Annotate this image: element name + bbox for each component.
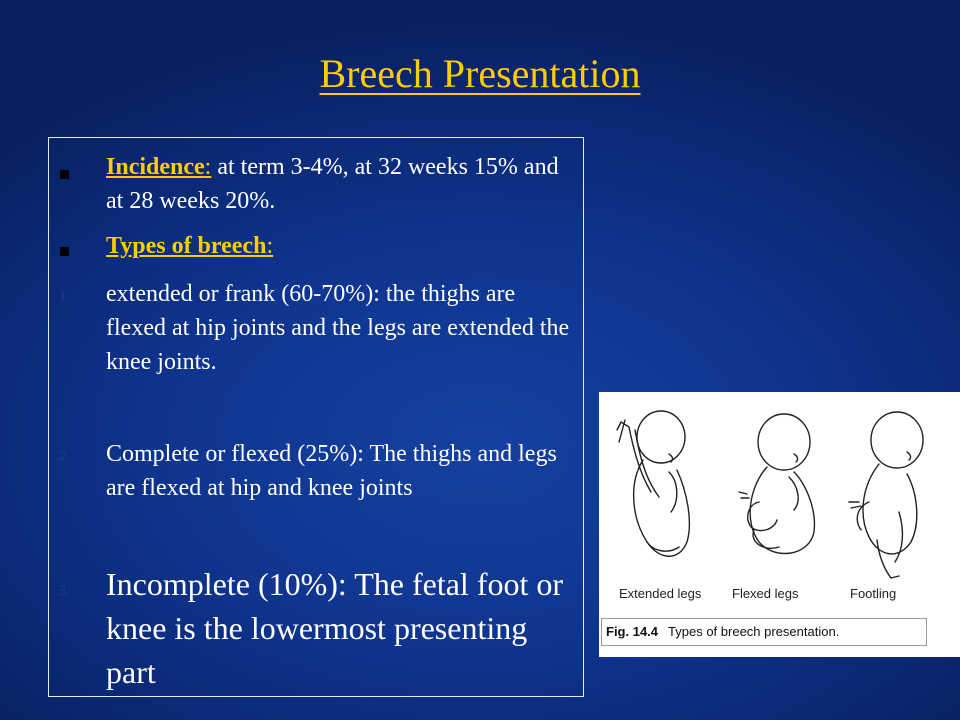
incomplete-text: Incomplete (10%): The fetal foot or knee is the lowermost presenting part xyxy=(106,566,564,690)
list-number: 1. xyxy=(59,289,70,304)
fetus-illustrations xyxy=(599,392,960,582)
frank-text: extended or frank (60-70%): the thighs are flexed at hip joints and the legs are extended the knee joints. xyxy=(106,281,570,375)
breech-types-figure xyxy=(599,392,960,657)
incidence-text: at term 3-4%, at 32 weeks 15% and at 28 weeks 20%. xyxy=(106,154,559,214)
caption-number: Fig. 14.4 xyxy=(606,624,659,639)
incidence-label: Incidence xyxy=(106,154,205,180)
footling-illustration xyxy=(849,412,923,578)
list-number: 3. xyxy=(59,584,70,599)
content-textbox xyxy=(48,137,584,697)
square-bullet-icon xyxy=(60,247,69,256)
slide-title: Breech Presentation xyxy=(319,51,641,96)
incidence-label-colon: : xyxy=(204,154,212,180)
caption-text: Types of breech presentation. xyxy=(668,624,840,639)
types-label: Types of breech xyxy=(106,233,267,259)
label-flexed-legs: Flexed legs xyxy=(732,586,799,601)
list-number: 2. xyxy=(59,449,70,464)
complete-text: Complete or flexed (25%): The thighs and legs are flexed at hip and knee joints xyxy=(106,441,557,501)
label-footling: Footling xyxy=(850,586,897,601)
flexed-legs-illustration xyxy=(739,414,814,553)
square-bullet-icon xyxy=(60,170,69,179)
types-label-colon: : xyxy=(266,233,274,259)
figure-caption xyxy=(601,618,927,646)
label-extended-legs: Extended legs xyxy=(619,586,702,601)
extended-legs-illustration xyxy=(617,411,689,556)
